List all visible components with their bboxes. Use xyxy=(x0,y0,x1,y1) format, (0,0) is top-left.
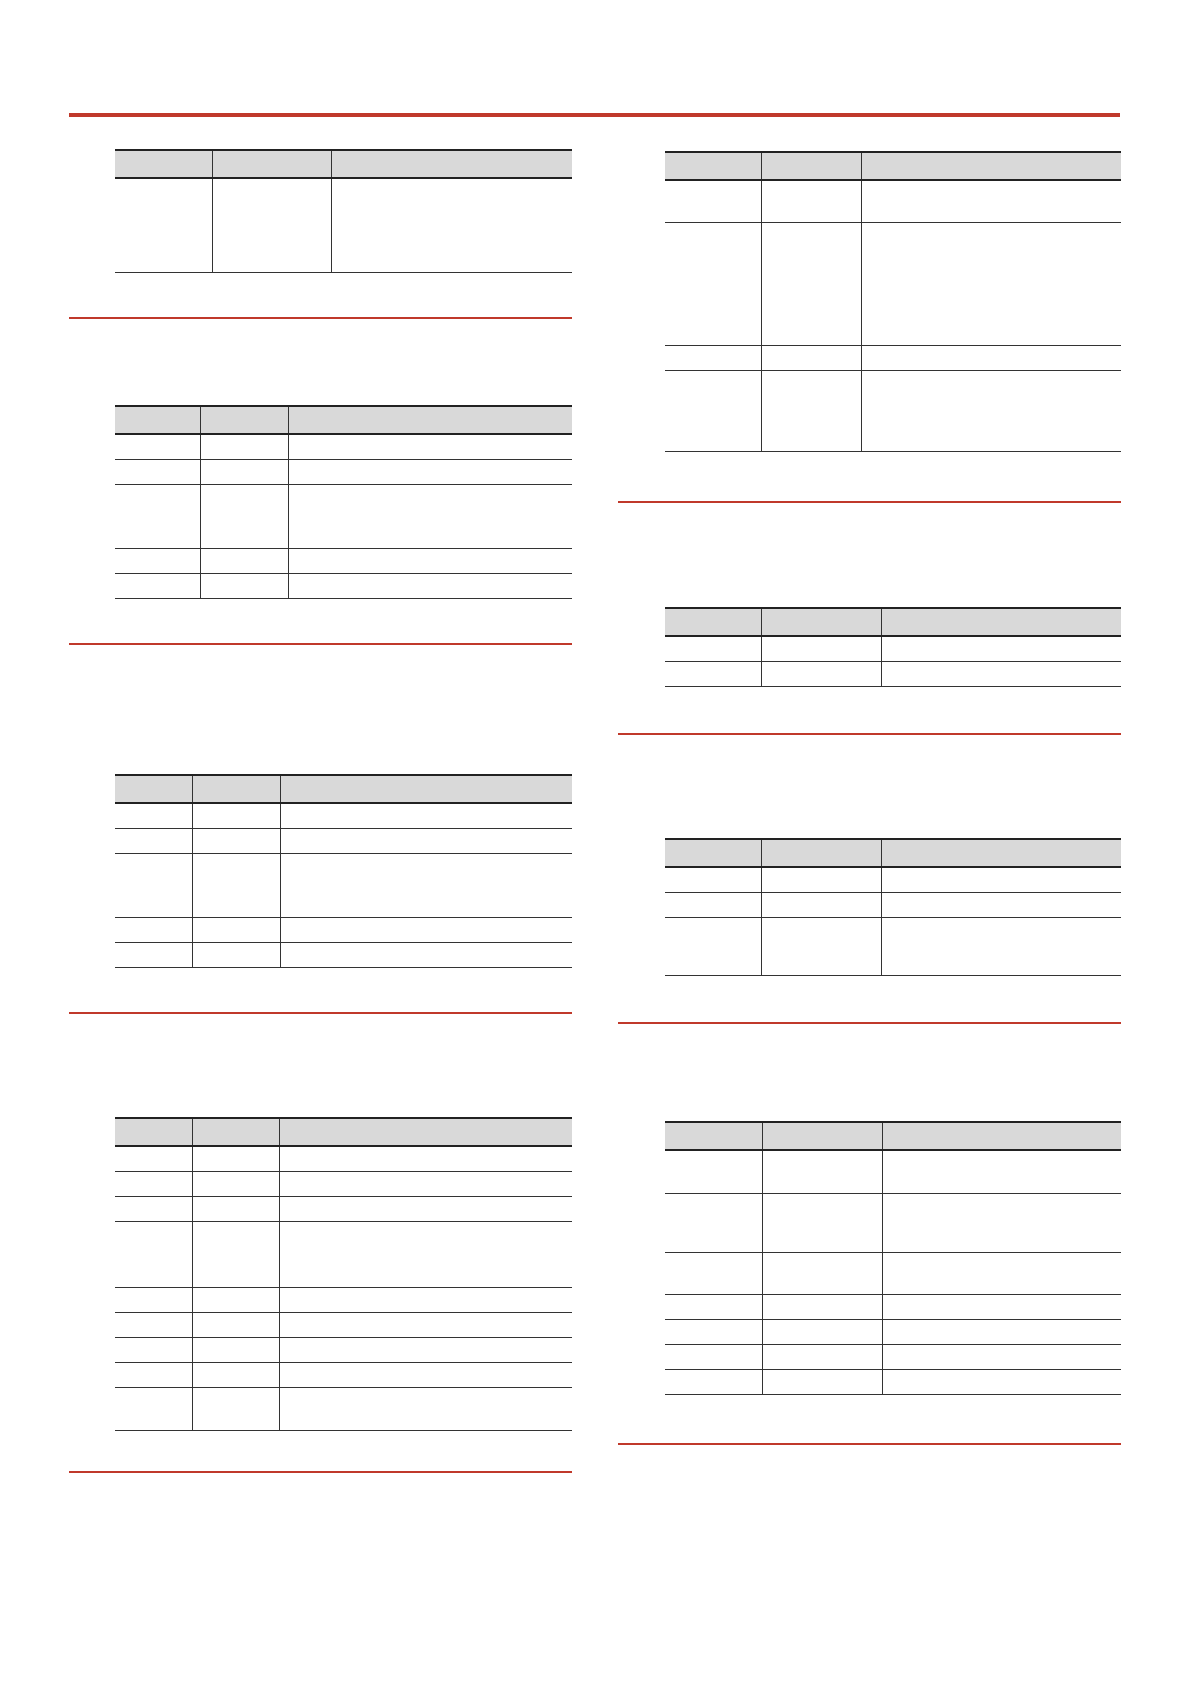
table-cell xyxy=(761,180,861,223)
table-cell xyxy=(665,1295,762,1320)
table-cell xyxy=(881,918,1121,976)
table-cell xyxy=(115,1146,192,1172)
table-cell xyxy=(115,854,192,918)
spec-table xyxy=(115,149,572,273)
spec-table xyxy=(665,1121,1121,1395)
table-row xyxy=(665,1253,1121,1295)
table-cell xyxy=(200,574,288,599)
section-divider xyxy=(69,317,572,319)
section-divider xyxy=(618,501,1121,503)
table-cell xyxy=(279,1363,572,1388)
table-cell xyxy=(192,943,280,968)
table-cell xyxy=(192,1222,279,1288)
table-row xyxy=(115,1388,572,1431)
table-cell xyxy=(665,371,761,452)
table-cell xyxy=(761,371,861,452)
table-row xyxy=(665,662,1121,687)
table-cell xyxy=(762,1320,882,1345)
table-cell xyxy=(665,223,761,346)
table-row xyxy=(115,1313,572,1338)
spec-table xyxy=(115,1117,572,1431)
table-row xyxy=(665,180,1121,223)
table-cell xyxy=(192,1363,279,1388)
table-row xyxy=(115,918,572,943)
table-header-row xyxy=(665,608,1121,636)
table-cell xyxy=(665,867,761,893)
table-cell xyxy=(115,803,192,829)
table-cell xyxy=(288,434,572,460)
table-cell xyxy=(861,223,1121,346)
table-row xyxy=(665,1150,1121,1194)
table-row xyxy=(115,1172,572,1197)
table-cell xyxy=(761,346,861,371)
table-row xyxy=(115,485,572,549)
table-cell xyxy=(115,1288,192,1313)
table-row xyxy=(665,1370,1121,1395)
table-cell xyxy=(665,180,761,223)
table-cell xyxy=(115,829,192,854)
table-row xyxy=(115,1288,572,1313)
header-rule xyxy=(69,113,1120,117)
table-cell xyxy=(200,549,288,574)
spec-table xyxy=(115,774,572,968)
table-cell xyxy=(665,1150,762,1194)
table-cell xyxy=(882,1345,1121,1370)
table-cell xyxy=(115,943,192,968)
table-cell xyxy=(665,1370,762,1395)
table-cell xyxy=(288,485,572,549)
table-row xyxy=(665,223,1121,346)
table-cell xyxy=(761,893,881,918)
spec-table xyxy=(665,607,1121,687)
table-cell xyxy=(665,1345,762,1370)
table-header-row xyxy=(665,152,1121,180)
table-row xyxy=(665,346,1121,371)
table-cell xyxy=(279,1222,572,1288)
table-cell xyxy=(200,485,288,549)
table-row xyxy=(115,434,572,460)
table-cell xyxy=(115,1222,192,1288)
table-cell xyxy=(115,1172,192,1197)
table-cell xyxy=(192,918,280,943)
table-cell xyxy=(192,1338,279,1363)
table-cell xyxy=(665,918,761,976)
table-cell xyxy=(861,346,1121,371)
section-divider xyxy=(618,1022,1121,1024)
table-cell xyxy=(882,1320,1121,1345)
table-cell xyxy=(192,1388,279,1431)
table-cell xyxy=(761,867,881,893)
table-cell xyxy=(761,223,861,346)
table-row xyxy=(115,1363,572,1388)
table-row xyxy=(115,460,572,485)
table-cell xyxy=(200,434,288,460)
table-cell xyxy=(115,918,192,943)
table-cell xyxy=(115,1388,192,1431)
table-row xyxy=(665,918,1121,976)
table-cell xyxy=(200,460,288,485)
table-cell xyxy=(762,1345,882,1370)
table-cell xyxy=(115,434,200,460)
spec-table xyxy=(665,151,1121,452)
table-row xyxy=(115,1222,572,1288)
table-cell xyxy=(192,803,280,829)
table-row xyxy=(115,829,572,854)
table-cell xyxy=(192,1313,279,1338)
table-row xyxy=(115,574,572,599)
table-header-row xyxy=(665,839,1121,867)
table-cell xyxy=(115,485,200,549)
table-cell xyxy=(115,1197,192,1222)
table-row xyxy=(665,1194,1121,1253)
table-cell xyxy=(280,918,572,943)
table-cell xyxy=(115,549,200,574)
table-cell xyxy=(761,662,881,687)
table-cell xyxy=(665,1253,762,1295)
table-row xyxy=(665,371,1121,452)
table-cell xyxy=(279,1288,572,1313)
table-cell xyxy=(192,1172,279,1197)
table-cell xyxy=(761,918,881,976)
table-cell xyxy=(192,829,280,854)
section-divider xyxy=(618,733,1121,735)
table-cell xyxy=(882,1295,1121,1320)
table-cell xyxy=(212,178,331,273)
table-cell xyxy=(280,803,572,829)
table-cell xyxy=(665,636,761,662)
table-row xyxy=(115,803,572,829)
table-cell xyxy=(192,1288,279,1313)
spec-table xyxy=(115,405,572,599)
table-row xyxy=(115,1338,572,1363)
table-cell xyxy=(288,549,572,574)
table-cell xyxy=(279,1172,572,1197)
table-cell xyxy=(882,1253,1121,1295)
section-divider xyxy=(69,643,572,645)
table-cell xyxy=(882,1150,1121,1194)
table-cell xyxy=(288,574,572,599)
table-row xyxy=(665,893,1121,918)
table-row xyxy=(665,867,1121,893)
table-cell xyxy=(115,574,200,599)
table-cell xyxy=(331,178,572,273)
table-cell xyxy=(279,1338,572,1363)
table-cell xyxy=(279,1197,572,1222)
table-cell xyxy=(665,1320,762,1345)
table-cell xyxy=(881,662,1121,687)
table-row xyxy=(115,1197,572,1222)
table-cell xyxy=(762,1370,882,1395)
table-cell xyxy=(280,943,572,968)
table-cell xyxy=(861,180,1121,223)
table-cell xyxy=(881,893,1121,918)
table-cell xyxy=(665,893,761,918)
table-cell xyxy=(279,1146,572,1172)
spec-table xyxy=(665,838,1121,976)
table-cell xyxy=(192,1146,279,1172)
table-cell xyxy=(882,1370,1121,1395)
table-header-row xyxy=(115,775,572,803)
table-header-row xyxy=(115,406,572,434)
section-divider xyxy=(618,1443,1121,1445)
table-row xyxy=(115,549,572,574)
table-cell xyxy=(115,1363,192,1388)
section-divider xyxy=(69,1471,572,1473)
table-row xyxy=(665,636,1121,662)
table-cell xyxy=(288,460,572,485)
table-cell xyxy=(881,867,1121,893)
table-cell xyxy=(762,1194,882,1253)
table-cell xyxy=(762,1253,882,1295)
table-cell xyxy=(115,1338,192,1363)
table-cell xyxy=(115,178,212,273)
table-row xyxy=(665,1320,1121,1345)
table-header-row xyxy=(665,1122,1121,1150)
table-cell xyxy=(665,662,761,687)
table-cell xyxy=(115,1313,192,1338)
table-header-row xyxy=(115,150,572,178)
table-row xyxy=(115,178,572,273)
table-cell xyxy=(762,1150,882,1194)
table-cell xyxy=(279,1313,572,1338)
table-cell xyxy=(115,460,200,485)
table-cell xyxy=(280,854,572,918)
table-cell xyxy=(881,636,1121,662)
table-row xyxy=(115,943,572,968)
table-row xyxy=(665,1345,1121,1370)
table-cell xyxy=(192,854,280,918)
table-row xyxy=(115,854,572,918)
table-row xyxy=(115,1146,572,1172)
table-header-row xyxy=(115,1118,572,1146)
table-cell xyxy=(192,1197,279,1222)
table-cell xyxy=(882,1194,1121,1253)
table-cell xyxy=(280,829,572,854)
table-cell xyxy=(762,1295,882,1320)
table-cell xyxy=(665,346,761,371)
table-cell xyxy=(861,371,1121,452)
table-cell xyxy=(761,636,881,662)
table-row xyxy=(665,1295,1121,1320)
table-cell xyxy=(279,1388,572,1431)
table-cell xyxy=(665,1194,762,1253)
section-divider xyxy=(69,1012,572,1014)
